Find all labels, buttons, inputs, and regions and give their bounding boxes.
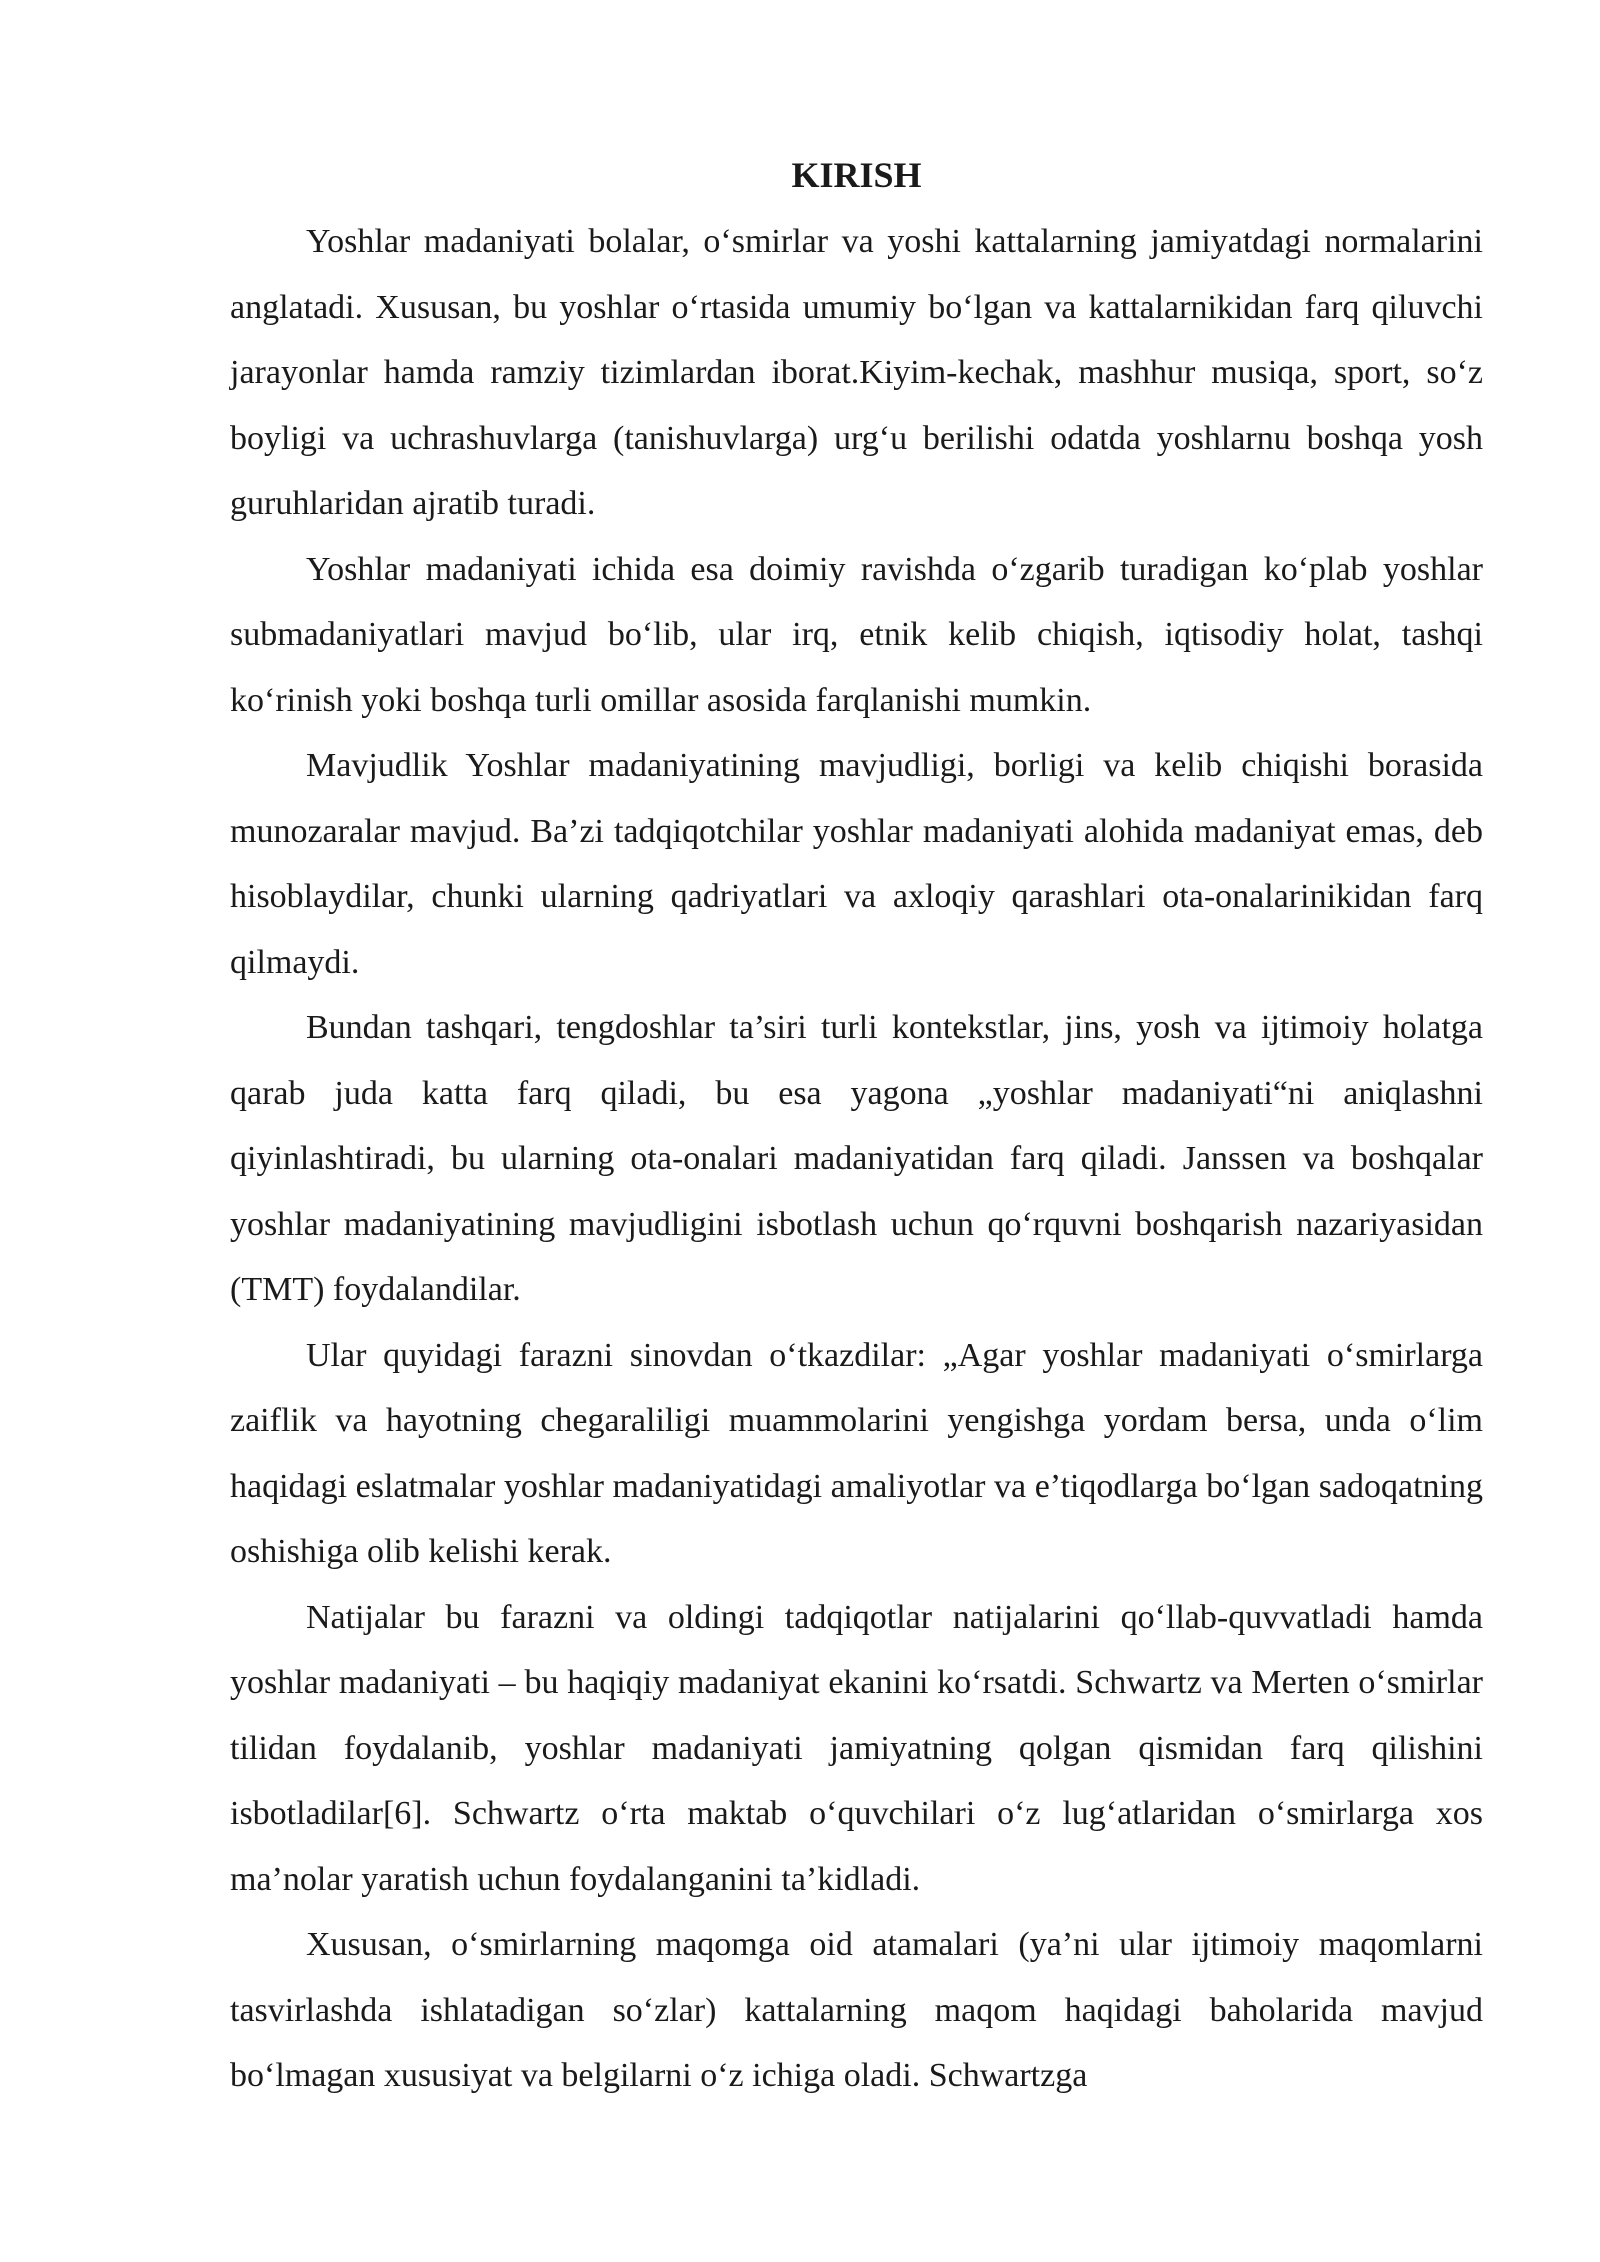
paragraph: Natijalar bu farazni va oldingi tadqiqotlar natijalarini qo‘llab-quvvatladi hamda yoshlar madaniyati – bu haqiqiy madaniyat ekanini ko‘rsatdi. Schwartz va Merten o‘smirlar tilidan foydalanib, yoshlar madaniyati jamiyatning qolgan qismidan farq qilishini isbotladilar[6]. Schwartz o‘rta maktab o‘quvchilari o‘z lug‘atlaridan o‘smirlarga xos ma’nolar yaratish uchun foydalanganini ta’kidladi.	[230, 1598, 1483, 1898]
paragraph: Ular quyidagi farazni sinovdan o‘tkazdilar: „Agar yoshlar madaniyati o‘smirlarga zaiflik va hayotning chegaraliligi muammolarini yengishga yordam bersa, unda o‘lim haqidagi eslatmalar yoshlar madaniyatidagi amaliyotlar va e’tiqodlarga bo‘lgan sadoqatning oshishiga olib kelishi kerak.	[230, 1336, 1483, 1570]
page-title: KIRISH	[791, 155, 922, 195]
paragraph: Bundan tashqari, tengdoshlar ta’siri turli kontekstlar, jins, yosh va ijtimoiy holatga qarab juda katta farq qiladi, bu esa yagona „yoshlar madaniyati“ni aniqlashni qiyinlashtiradi, bu ularning ota-onalari madaniyatidan farq qiladi. Janssen va boshqalar yoshlar madaniyatining mavjudligini isbotlash uchun qo‘rquvni boshqarish nazariyasidan (TMT) foydalandilar.	[230, 1009, 1483, 1308]
paragraph: Yoshlar madaniyati ichida esa doimiy ravishda o‘zgarib turadigan ko‘plab yoshlar submadaniyatlari mavjud bo‘lib, ular irq, etnik kelib chiqish, iqtisodiy holat, tashqi ko‘rinish yoki boshqa turli omillar asosida farqlanishi mumkin.	[230, 550, 1483, 719]
paragraph: Xususan, o‘smirlarning maqomga oid atamalari (ya’ni ular ijtimoiy maqomlarni tasvirlashda ishlatadigan so‘zlar) kattalarning maqom haqidagi baholarida mavjud bo‘lmagan xususiyat va belgilarni o‘z ichiga oladi. Schwartzga	[230, 1926, 1483, 2094]
paragraph: Mavjudlik Yoshlar madaniyatining mavjudligi, borligi va kelib chiqishi borasida munozaralar mavjud. Ba’zi tadqiqotchilar yoshlar madaniyati alohida madaniyat emas, deb hisoblaydilar, chunki ularning qadriyatlari va axloqiy qarashlari ota-onalarinikidan farq qilmaydi.	[230, 747, 1483, 981]
paragraph: Yoshlar madaniyati bolalar, o‘smirlar va yoshi kattalarning jamiyatdagi normalarini anglatadi. Xususan, bu yoshlar o‘rtasida umumiy bo‘lgan va kattalarnikidan farq qiluvchi jarayonlar hamda ramziy tizimlardan iborat.Kiyim-kechak, mashhur musiqa, sport, so‘z boyligi va uchrashuvlarga (tanishuvlarga) urg‘u berilishi odatda yoshlarnu boshqa yosh guruhlaridan ajratib turadi.	[230, 223, 1483, 522]
